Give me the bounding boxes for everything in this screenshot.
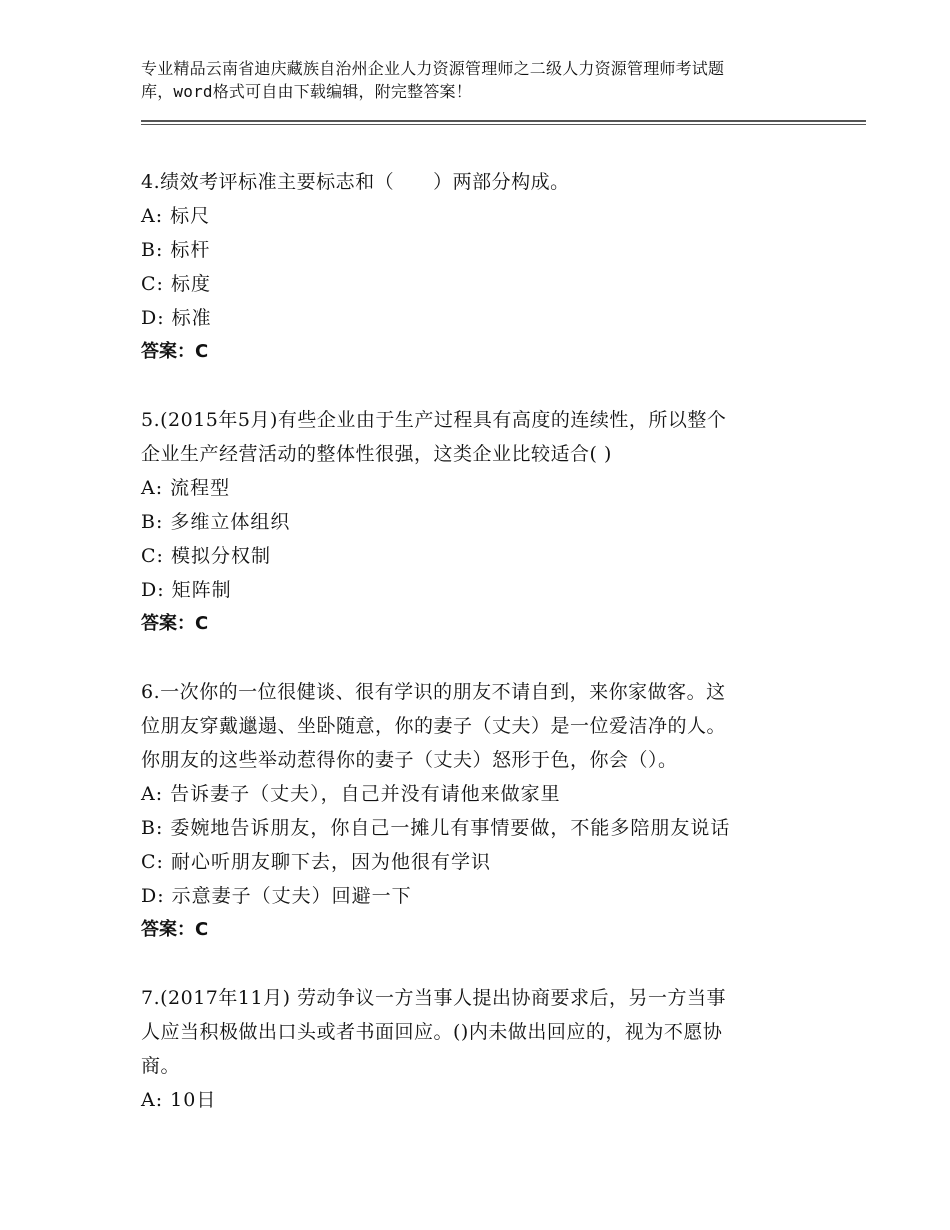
- question-6-answer: 答案：C: [141, 919, 209, 940]
- question-6: [141, 675, 821, 947]
- question-4-option-a: A: 标尺: [141, 205, 211, 227]
- header-divider-thick: [141, 120, 866, 122]
- question-6-text-line-1: 6.一次你的一位很健谈、很有学识的朋友不请自到，来你家做客。这: [141, 681, 726, 703]
- question-5-option-c: C: 模拟分权制: [141, 545, 271, 567]
- question-5-answer: 答案：C: [141, 613, 209, 634]
- header-line-1: 专业精品云南省迪庆藏族自治州企业人力资源管理师之二级人力资源管理师考试题: [141, 59, 725, 78]
- spacer: [141, 369, 821, 403]
- spacer: [141, 947, 821, 981]
- question-7: [141, 981, 821, 1117]
- document-header: [141, 57, 831, 103]
- question-4-option-c: C: 标度: [141, 273, 211, 295]
- spacer: [141, 641, 821, 675]
- question-5-text-line-2: 企业生产经营活动的整体性很强，这类企业比较适合( ): [141, 443, 612, 465]
- question-5-option-d: D: 矩阵制: [141, 579, 232, 601]
- question-7-text-line-1: 7.(2017年11月) 劳动争议一方当事人提出协商要求后，另一方当事: [141, 987, 727, 1009]
- question-6-text-line-3: 你朋友的这些举动惹得你的妻子（丈夫）怒形于色，你会（）。: [141, 749, 678, 771]
- question-4: [141, 165, 821, 369]
- header-divider-thin: [141, 124, 866, 125]
- question-5-option-b: B: 多维立体组织: [141, 511, 291, 533]
- question-4-option-d: D: 标准: [141, 307, 212, 329]
- question-5: [141, 403, 821, 641]
- question-5-text-line-1: 5.(2015年5月)有些企业由于生产过程具有高度的连续性，所以整个: [141, 409, 727, 431]
- question-7-option-a: A: 10日: [141, 1089, 217, 1111]
- question-6-option-a: A: 告诉妻子（丈夫），自己并没有请他来做家里: [141, 783, 561, 805]
- question-4-option-b: B: 标杆: [141, 239, 211, 261]
- question-6-text-line-2: 位朋友穿戴邋遢、坐卧随意，你的妻子（丈夫）是一位爱洁净的人。: [141, 715, 727, 737]
- question-7-text-line-3: 商。: [141, 1055, 181, 1077]
- question-6-option-c: C: 耐心听朋友聊下去，因为他很有学识: [141, 851, 491, 873]
- header-line-2: 库，word格式可自由下载编辑，附完整答案！: [141, 82, 472, 101]
- question-7-text-line-2: 人应当积极做出口头或者书面回应。()内未做出回应的，视为不愿协: [141, 1021, 723, 1043]
- question-list: [141, 165, 821, 1117]
- question-4-answer: 答案：C: [141, 341, 209, 362]
- question-4-text: 4.绩效考评标准主要标志和（ ）两部分构成。: [141, 171, 570, 193]
- question-6-option-b: B: 委婉地告诉朋友，你自己一摊儿有事情要做，不能多陪朋友说话: [141, 817, 731, 839]
- question-6-option-d: D: 示意妻子（丈夫）回避一下: [141, 885, 412, 907]
- question-5-option-a: A: 流程型: [141, 477, 231, 499]
